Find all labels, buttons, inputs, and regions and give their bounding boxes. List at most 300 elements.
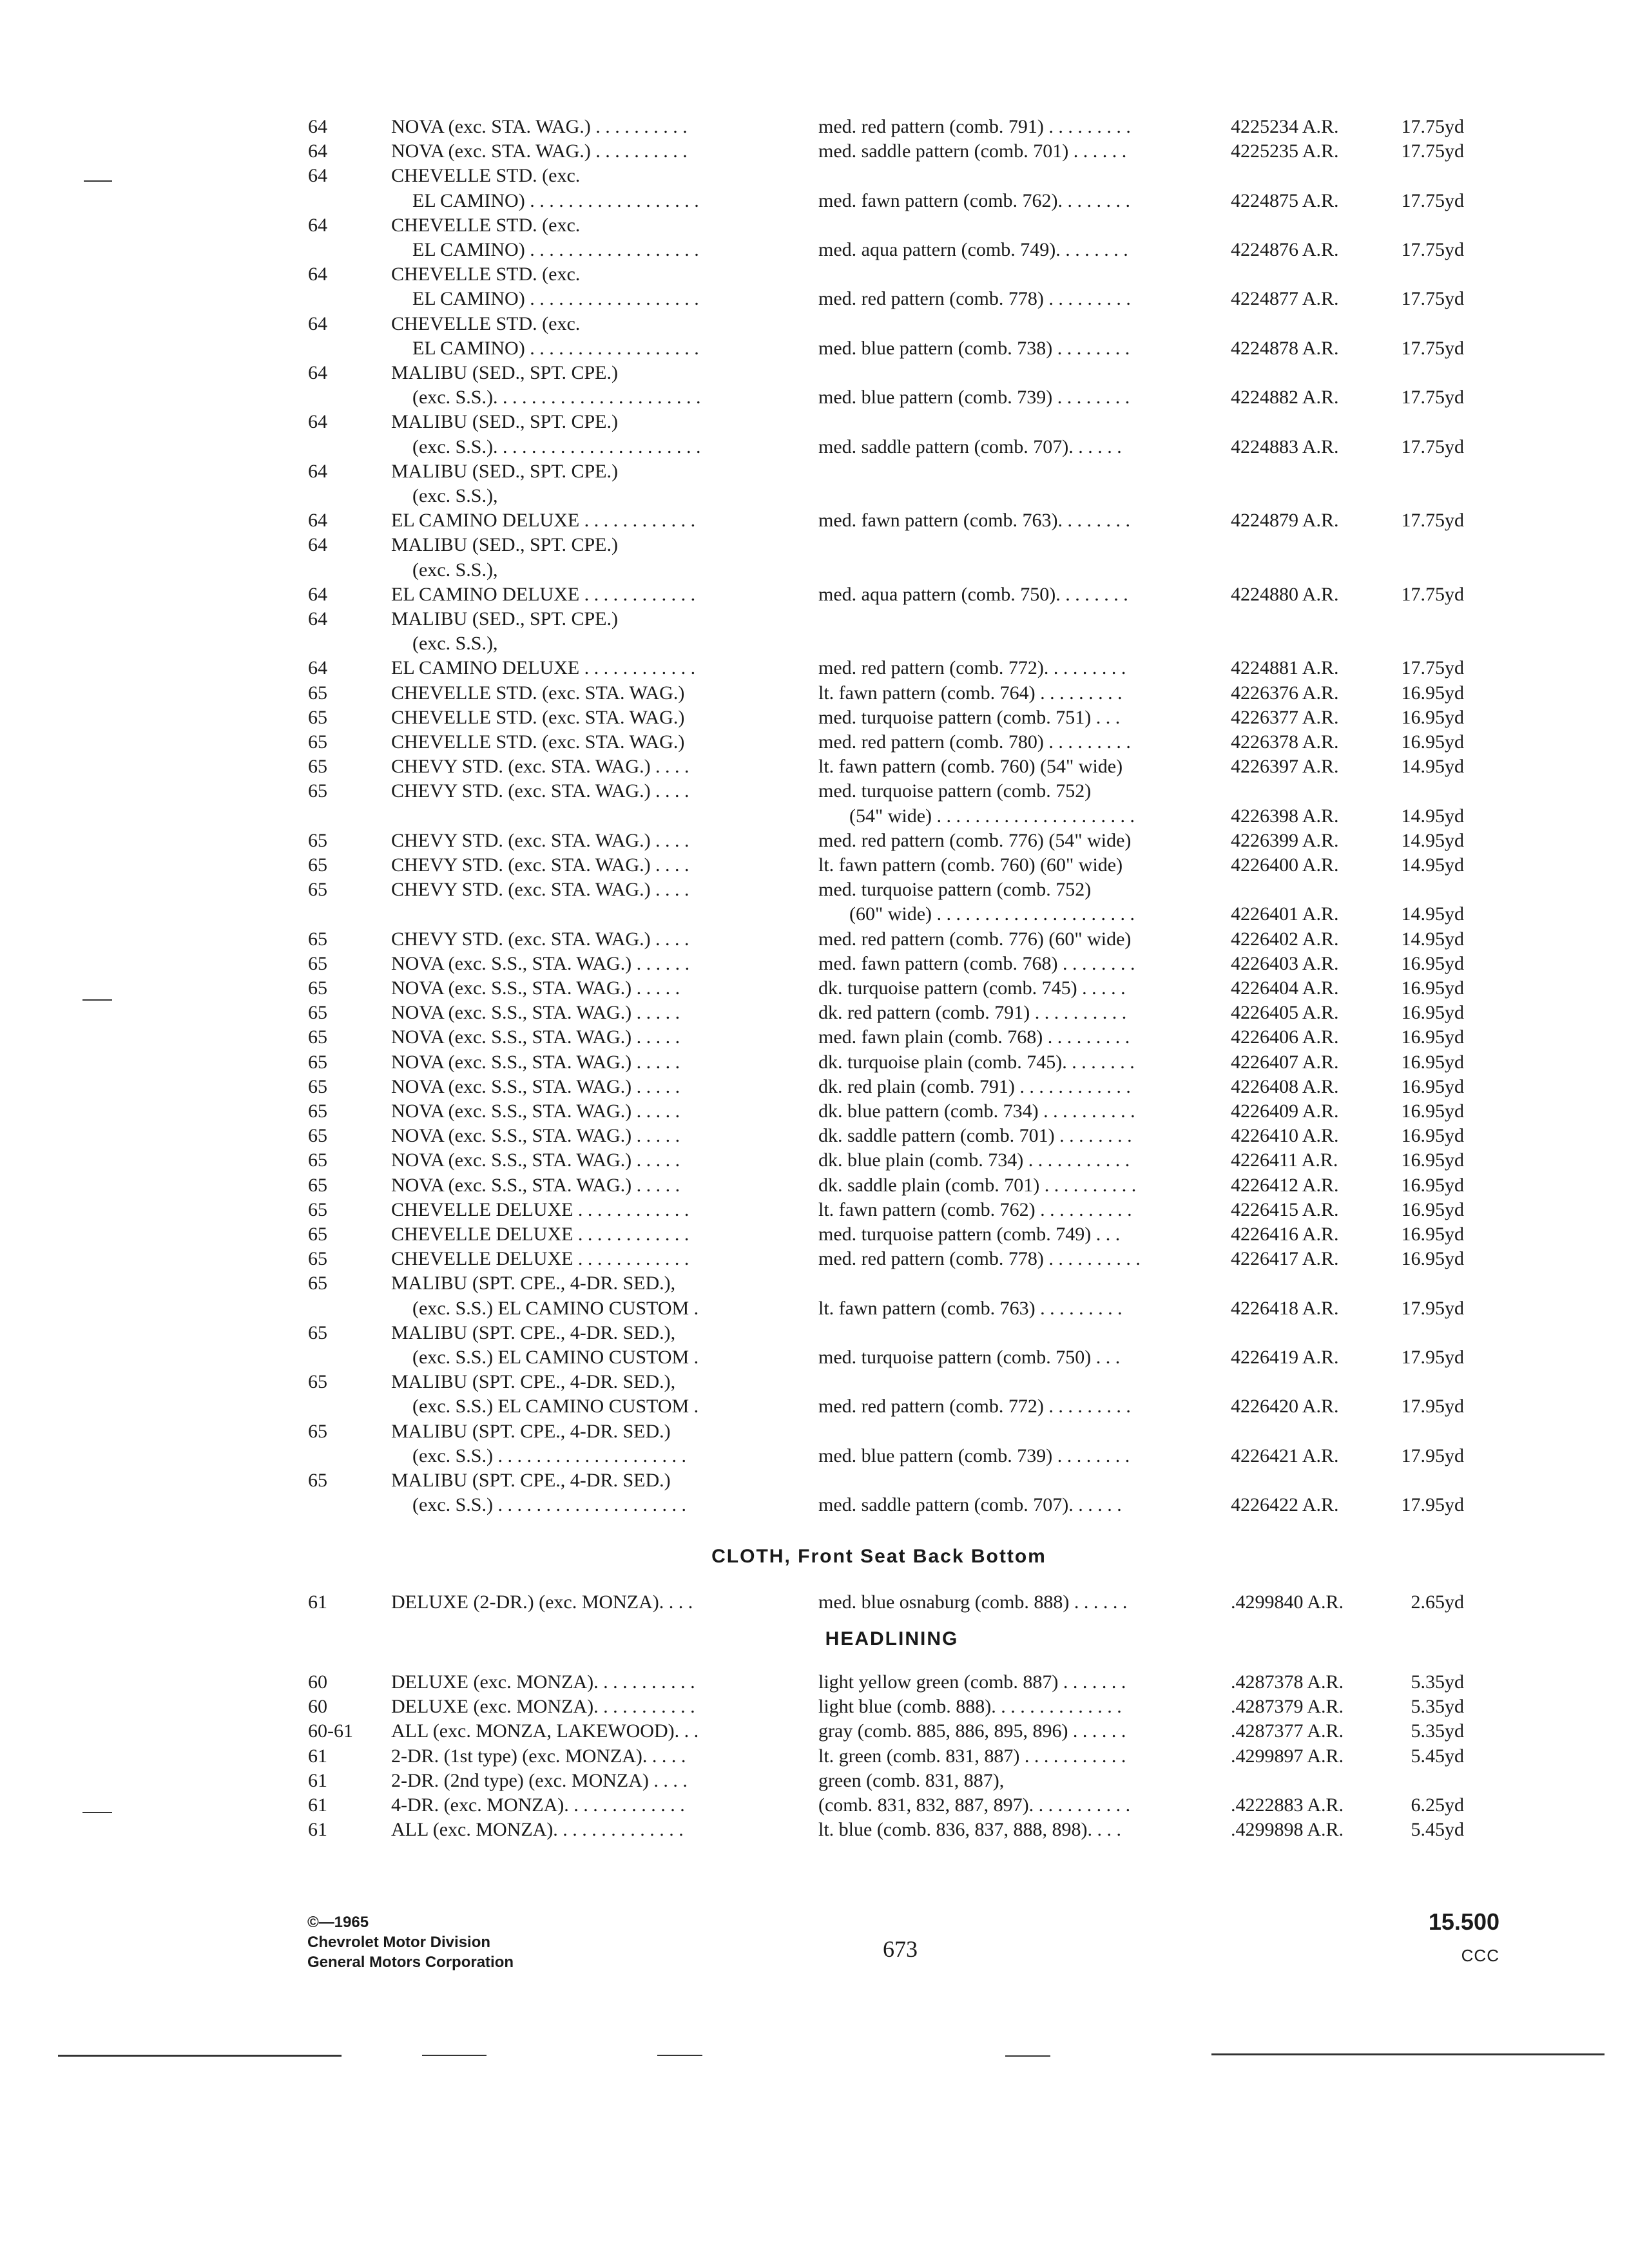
part-number-cell: 4226400 A.R. [1231,854,1339,876]
table-row [0,1695,1629,1719]
table-row [0,1050,1629,1075]
price-cell: 17.75yd [1401,583,1464,605]
model-cell: CHEVELLE STD. (exc. [391,214,581,236]
year-cell: 61 [308,1769,327,1791]
part-number-cell: 4226398 A.R. [1231,805,1339,827]
table-row [0,213,1629,238]
publisher-block [307,1912,514,1972]
table-row [0,508,1629,533]
price-cell: 16.95yd [1401,706,1464,728]
model-continuation-cell: EL CAMINO) . . . . . . . . . . . . . . . . . . [412,288,699,310]
year-cell: 64 [308,608,327,629]
table-row [0,385,1629,410]
part-number-cell: 4224882 A.R. [1231,387,1339,408]
description-cell: dk. blue pattern (comb. 734) . . . . . . . . . . [818,1100,1135,1122]
model-cell: NOVA (exc. S.S., STA. WAG.) . . . . . [391,1149,680,1171]
description-cell: med. red pattern (comb. 776) (54" wide) [818,829,1132,851]
description-cell: med. saddle pattern (comb. 707). . . . . . [818,436,1122,457]
year-cell: 65 [308,1051,327,1073]
year-cell: 65 [308,1470,327,1491]
year-cell: 61 [308,1819,327,1841]
description-cell: med. red pattern (comb. 780) . . . . . . . . . [818,731,1131,753]
margin-punch-mark [82,1812,112,1813]
table-row [0,607,1629,631]
part-number-cell: 4226399 A.R. [1231,829,1339,851]
table-row [0,1148,1629,1173]
table-row [0,336,1629,361]
description-cell: dk. saddle plain (comb. 701) . . . . . . . . . . [818,1174,1137,1196]
description-cell: med. fawn pattern (comb. 763). . . . . . . . [818,510,1131,532]
bottom-rule [1005,2055,1050,2057]
year-cell: 65 [308,977,327,999]
part-number-cell: 4224878 A.R. [1231,337,1339,359]
model-cell: DELUXE (exc. MONZA). . . . . . . . . . . [391,1671,695,1693]
year-cell: 64 [308,116,327,137]
margin-punch-mark [84,180,112,182]
model-continuation-cell: (exc. S.S.), [412,633,498,655]
part-number-cell: 4226410 A.R. [1231,1125,1339,1147]
price-cell: 16.95yd [1401,682,1464,704]
description-cell: med. blue pattern (comb. 738) . . . . . . . . [818,337,1130,359]
price-cell: 14.95yd [1401,928,1464,950]
price-cell: 5.35yd [1411,1720,1464,1742]
description-cell: lt. fawn pattern (comb. 760) (54" wide) [818,756,1123,778]
table-row [0,754,1629,779]
price-cell: 14.95yd [1401,854,1464,876]
table-row [0,1345,1629,1370]
year-cell: 64 [308,165,327,187]
model-cell: MALIBU (SPT. CPE., 4-DR. SED.) [391,1470,671,1491]
table-row [0,1222,1629,1247]
model-cell: NOVA (exc. S.S., STA. WAG.) . . . . . [391,1100,680,1122]
price-cell: 16.95yd [1401,1100,1464,1122]
price-cell: 17.75yd [1401,510,1464,532]
price-cell: 14.95yd [1401,756,1464,778]
model-cell: 2-DR. (1st type) (exc. MONZA). . . . . [391,1745,686,1767]
corporation-line: General Motors Corporation [307,1954,514,1971]
part-number-cell: .4299897 A.R. [1231,1745,1344,1767]
model-cell: 4-DR. (exc. MONZA). . . . . . . . . . . . . [391,1794,685,1816]
model-continuation-cell: EL CAMINO) . . . . . . . . . . . . . . . . . . [412,189,699,211]
year-cell: 60 [308,1671,327,1693]
price-cell: 17.75yd [1401,337,1464,359]
description-continuation-cell: (60" wide) . . . . . . . . . . . . . . . . . . . . . [849,903,1135,925]
year-cell: 60-61 [308,1720,353,1742]
description-cell: green (comb. 831, 887), [818,1769,1005,1791]
year-cell: 65 [308,756,327,778]
table-row [0,804,1629,829]
part-number-cell: 4226397 A.R. [1231,756,1339,778]
price-cell: 16.95yd [1401,952,1464,974]
year-cell: 64 [308,140,327,162]
table-row [0,533,1629,557]
description-cell: med. blue osnaburg (comb. 888) . . . . . . [818,1591,1128,1613]
model-cell: NOVA (exc. STA. WAG.) . . . . . . . . . . [391,140,688,162]
part-number-cell: 4226401 A.R. [1231,903,1339,925]
description-cell: dk. turquoise pattern (comb. 745) . . . . . [818,977,1126,999]
table-row [0,410,1629,434]
part-number-cell: 4225234 A.R. [1231,116,1339,137]
year-cell: 65 [308,1224,327,1245]
year-cell: 64 [308,362,327,383]
part-number-cell: 4226406 A.R. [1231,1026,1339,1048]
model-cell: DELUXE (exc. MONZA). . . . . . . . . . . [391,1696,695,1718]
part-number-cell: .4299898 A.R. [1231,1819,1344,1841]
model-cell: CHEVY STD. (exc. STA. WAG.) . . . . [391,928,689,950]
model-cell: MALIBU (SPT. CPE., 4-DR. SED.) [391,1420,671,1442]
description-cell: lt. fawn pattern (comb. 760) (60" wide) [818,854,1123,876]
table-row [0,730,1629,754]
model-continuation-cell: EL CAMINO) . . . . . . . . . . . . . . . . . . [412,239,699,260]
table-row [0,312,1629,336]
table-row [0,1271,1629,1296]
description-cell: light yellow green (comb. 887) . . . . . . . [818,1671,1126,1693]
model-cell: NOVA (exc. S.S., STA. WAG.) . . . . . [391,1075,680,1097]
table-row [0,582,1629,607]
model-cell: NOVA (exc. STA. WAG.) . . . . . . . . . . [391,116,688,137]
year-cell: 64 [308,460,327,482]
bottom-rule [58,2055,342,2057]
price-cell: 17.75yd [1401,116,1464,137]
table-row [0,1394,1629,1419]
table-row [0,459,1629,484]
year-cell: 64 [308,534,327,556]
year-cell: 65 [308,1198,327,1220]
year-cell: 65 [308,1174,327,1196]
year-cell: 65 [308,952,327,974]
year-cell: 65 [308,1321,327,1343]
part-number-cell: .4287377 A.R. [1231,1720,1344,1742]
description-cell: med. turquoise pattern (comb. 751) . . . [818,706,1121,728]
table-row [0,1444,1629,1468]
part-number-cell: 4226402 A.R. [1231,928,1339,950]
model-cell: ALL (exc. MONZA). . . . . . . . . . . . . . [391,1819,684,1841]
part-number-cell: 4226421 A.R. [1231,1445,1339,1466]
part-number-cell: 4226376 A.R. [1231,682,1339,704]
price-cell: 16.95yd [1401,731,1464,753]
model-continuation-cell: (exc. S.S.). . . . . . . . . . . . . . . . . . . . . . [412,436,701,457]
table-row [0,164,1629,188]
year-cell: 65 [308,682,327,704]
year-cell: 61 [308,1745,327,1767]
part-number-cell: 4226408 A.R. [1231,1075,1339,1097]
table-row [0,262,1629,287]
model-cell: MALIBU (SED., SPT. CPE.) [391,411,618,433]
model-continuation-cell: (exc. S.S.), [412,485,498,506]
model-cell: CHEVELLE STD. (exc. STA. WAG.) [391,682,685,704]
model-cell: DELUXE (2-DR.) (exc. MONZA). . . . [391,1591,693,1613]
table-row [0,361,1629,385]
part-number-cell: 4226415 A.R. [1231,1198,1339,1220]
table-row [0,189,1629,213]
part-number-cell: 4225235 A.R. [1231,140,1339,162]
table-row [0,1321,1629,1345]
table-row [0,779,1629,803]
part-number-cell: .4299840 A.R. [1231,1591,1344,1613]
year-cell: 65 [308,1273,327,1294]
description-cell: lt. fawn pattern (comb. 764) . . . . . . . . . [818,682,1123,704]
year-cell: 65 [308,780,327,802]
price-cell: 5.45yd [1411,1819,1464,1841]
table-row [0,1719,1629,1744]
price-cell: 17.75yd [1401,288,1464,310]
model-cell: MALIBU (SED., SPT. CPE.) [391,608,618,629]
part-number-cell: 4226378 A.R. [1231,731,1339,753]
table-row [0,1001,1629,1025]
part-number-cell: 4226407 A.R. [1231,1051,1339,1073]
part-number-cell: 4224879 A.R. [1231,510,1339,532]
part-number-cell: .4222883 A.R. [1231,1794,1344,1816]
table-row [0,631,1629,656]
table-row [0,927,1629,952]
price-cell: 16.95yd [1401,1248,1464,1270]
price-cell: 17.75yd [1401,239,1464,260]
model-cell: NOVA (exc. S.S., STA. WAG.) . . . . . . [391,952,690,974]
price-cell: 17.95yd [1401,1297,1464,1319]
description-cell: med. turquoise pattern (comb. 752) [818,879,1092,901]
model-cell: NOVA (exc. S.S., STA. WAG.) . . . . . [391,1026,680,1048]
part-number-cell: 4226418 A.R. [1231,1297,1339,1319]
price-cell: 5.35yd [1411,1671,1464,1693]
description-cell: dk. red pattern (comb. 791) . . . . . . . . . . [818,1002,1127,1024]
price-cell: 16.95yd [1401,1002,1464,1024]
price-cell: 16.95yd [1401,1051,1464,1073]
table-row [0,1818,1629,1842]
model-cell: NOVA (exc. S.S., STA. WAG.) . . . . . [391,1051,680,1073]
price-cell: 17.95yd [1401,1494,1464,1516]
table-row [0,706,1629,730]
part-number-cell: 4224876 A.R. [1231,239,1339,260]
section-title-headlining: HEADLINING [825,1628,959,1649]
table-row [0,902,1629,927]
year-cell: 64 [308,583,327,605]
description-cell: dk. red plain (comb. 791) . . . . . . . . . . . . [818,1075,1131,1097]
model-cell: MALIBU (SPT. CPE., 4-DR. SED.), [391,1321,676,1343]
part-number-cell: 4226412 A.R. [1231,1174,1339,1196]
description-cell: dk. saddle pattern (comb. 701) . . . . . . . . [818,1125,1132,1147]
price-cell: 16.95yd [1401,1075,1464,1097]
model-cell: CHEVELLE STD. (exc. STA. WAG.) [391,706,685,728]
part-number-cell: 4226377 A.R. [1231,706,1339,728]
model-cell: MALIBU (SED., SPT. CPE.) [391,460,618,482]
price-cell: 16.95yd [1401,1149,1464,1171]
price-cell: 5.35yd [1411,1696,1464,1718]
table-row [0,853,1629,878]
year-cell: 60 [308,1696,327,1718]
table-row [0,115,1629,139]
model-cell: MALIBU (SED., SPT. CPE.) [391,362,618,383]
description-cell: dk. turquoise plain (comb. 745). . . . . . . . [818,1051,1135,1073]
year-cell: 65 [308,1002,327,1024]
year-cell: 64 [308,510,327,532]
year-cell: 65 [308,1026,327,1048]
year-cell: 65 [308,1125,327,1147]
model-cell: EL CAMINO DELUXE . . . . . . . . . . . . [391,657,696,679]
model-cell: MALIBU (SPT. CPE., 4-DR. SED.), [391,1273,676,1294]
part-number-cell: 4226404 A.R. [1231,977,1339,999]
year-cell: 64 [308,657,327,679]
description-cell: (comb. 831, 832, 887, 897). . . . . . . . . . . [818,1794,1131,1816]
model-cell: CHEVELLE STD. (exc. STA. WAG.) [391,731,685,753]
year-cell: 61 [308,1794,327,1816]
year-cell: 64 [308,312,327,334]
table-row [0,139,1629,164]
description-cell: med. red pattern (comb. 778) . . . . . . . . . . [818,1248,1141,1270]
model-cell: 2-DR. (2nd type) (exc. MONZA) . . . . [391,1769,688,1791]
price-cell: 17.75yd [1401,387,1464,408]
price-cell: 17.95yd [1401,1445,1464,1466]
part-number-cell: 4224881 A.R. [1231,657,1339,679]
description-cell: gray (comb. 885, 886, 895, 896) . . . . . . [818,1720,1126,1742]
description-cell: lt. blue (comb. 836, 837, 888, 898). . . . [818,1819,1121,1841]
year-cell: 65 [308,731,327,753]
year-cell: 65 [308,928,327,950]
description-cell: lt. fawn pattern (comb. 762) . . . . . . . . . . [818,1198,1132,1220]
price-cell: 17.75yd [1401,436,1464,457]
price-cell: 6.25yd [1411,1794,1464,1816]
year-cell: 64 [308,411,327,433]
table-row [0,656,1629,680]
description-cell: med. turquoise pattern (comb. 749) . . . [818,1224,1121,1245]
price-cell: 2.65yd [1411,1591,1464,1613]
table-row [0,1370,1629,1394]
price-cell: 17.75yd [1401,140,1464,162]
table-row [0,1025,1629,1050]
model-cell: ALL (exc. MONZA, LAKEWOOD). . . [391,1720,699,1742]
page-number: 673 [883,1936,918,1962]
margin-punch-mark [82,999,112,1001]
model-cell: NOVA (exc. S.S., STA. WAG.) . . . . . [391,1125,680,1147]
year-cell: 65 [308,879,327,901]
model-cell: MALIBU (SPT. CPE., 4-DR. SED.), [391,1371,676,1393]
table-row [0,1075,1629,1099]
division-line: Chevrolet Motor Division [307,1934,491,1951]
table-row [0,484,1629,508]
year-cell: 65 [308,1420,327,1442]
model-cell: MALIBU (SED., SPT. CPE.) [391,534,618,556]
description-continuation-cell: (54" wide) . . . . . . . . . . . . . . . . . . . . . [849,805,1135,827]
description-cell: med. saddle pattern (comb. 701) . . . . . . [818,140,1127,162]
year-cell: 64 [308,214,327,236]
part-number-cell: .4287378 A.R. [1231,1671,1344,1693]
table-row [0,1769,1629,1793]
section-index: 15.500 [1428,1908,1499,1935]
model-continuation-cell: (exc. S.S.) EL CAMINO CUSTOM . [412,1396,699,1418]
table-row [0,1670,1629,1695]
table-row [0,952,1629,976]
price-cell: 17.95yd [1401,1396,1464,1418]
table-row [0,558,1629,582]
table-row [0,435,1629,459]
table-row [0,829,1629,853]
model-continuation-cell: EL CAMINO) . . . . . . . . . . . . . . . . . . [412,337,699,359]
description-cell: lt. fawn pattern (comb. 763) . . . . . . . . . [818,1297,1123,1319]
table-row [0,287,1629,311]
price-cell: 14.95yd [1401,805,1464,827]
table-row [0,1296,1629,1321]
price-cell: 17.75yd [1401,189,1464,211]
description-cell: med. aqua pattern (comb. 749). . . . . . . . [818,239,1128,260]
description-cell: med. fawn plain (comb. 768) . . . . . . . . . [818,1026,1130,1048]
description-cell: med. turquoise pattern (comb. 750) . . . [818,1347,1121,1368]
description-cell: med. red pattern (comb. 776) (60" wide) [818,928,1132,950]
model-cell: CHEVY STD. (exc. STA. WAG.) . . . . [391,780,689,802]
table-row [0,1198,1629,1222]
table-row [0,878,1629,902]
part-number-cell: 4224877 A.R. [1231,288,1339,310]
description-cell: lt. green (comb. 831, 887) . . . . . . . . . . . [818,1745,1126,1767]
price-cell: 14.95yd [1401,903,1464,925]
year-cell: 65 [308,854,327,876]
description-cell: med. red pattern (comb. 778) . . . . . . . . . [818,288,1131,310]
price-cell: 16.95yd [1401,977,1464,999]
model-cell: CHEVY STD. (exc. STA. WAG.) . . . . [391,829,689,851]
part-number-cell: 4226409 A.R. [1231,1100,1339,1122]
year-cell: 65 [308,1371,327,1393]
part-number-cell: 4224880 A.R. [1231,583,1339,605]
model-cell: CHEVELLE STD. (exc. [391,312,581,334]
table-row [0,238,1629,262]
model-cell: NOVA (exc. S.S., STA. WAG.) . . . . . [391,1174,680,1196]
part-number-cell: 4226417 A.R. [1231,1248,1339,1270]
part-number-cell: 4224875 A.R. [1231,189,1339,211]
catalog-code: CCC [1461,1946,1499,1965]
table-row [0,1099,1629,1124]
price-cell: 5.45yd [1411,1745,1464,1767]
table-row [0,1468,1629,1493]
price-cell: 17.75yd [1401,657,1464,679]
description-cell: med. fawn pattern (comb. 762). . . . . . . . [818,189,1131,211]
price-cell: 16.95yd [1401,1026,1464,1048]
description-cell: med. saddle pattern (comb. 707). . . . . . [818,1494,1122,1516]
year-cell: 64 [308,264,327,285]
model-cell: CHEVELLE STD. (exc. [391,165,581,187]
description-cell: med. red pattern (comb. 772) . . . . . . . . . [818,1396,1131,1418]
table-row [0,1124,1629,1148]
price-cell: 14.95yd [1401,829,1464,851]
description-cell: med. blue pattern (comb. 739) . . . . . . . . [818,387,1130,408]
model-continuation-cell: (exc. S.S.) EL CAMINO CUSTOM . [412,1347,699,1368]
part-number-cell: 4226416 A.R. [1231,1224,1339,1245]
price-cell: 16.95yd [1401,1224,1464,1245]
model-cell: CHEVELLE DELUXE . . . . . . . . . . . . [391,1248,689,1270]
description-cell: dk. blue plain (comb. 734) . . . . . . . . . . . [818,1149,1130,1171]
description-cell: med. blue pattern (comb. 739) . . . . . . . . [818,1445,1130,1466]
table-row [0,1590,1629,1615]
description-cell: light blue (comb. 888). . . . . . . . . . . . . . [818,1696,1122,1718]
table-row [0,1744,1629,1769]
description-cell: med. fawn pattern (comb. 768) . . . . . . . . [818,952,1135,974]
part-number-cell: 4226403 A.R. [1231,952,1339,974]
table-row [0,1793,1629,1818]
copyright-line: ©—1965 [307,1914,369,1931]
model-cell: CHEVELLE DELUXE . . . . . . . . . . . . [391,1224,689,1245]
table-row [0,976,1629,1001]
model-continuation-cell: (exc. S.S.) EL CAMINO CUSTOM . [412,1297,699,1319]
model-continuation-cell: (exc. S.S.). . . . . . . . . . . . . . . . . . . . . . [412,387,701,408]
description-cell: med. aqua pattern (comb. 750). . . . . . . . [818,583,1128,605]
year-cell: 65 [308,706,327,728]
part-number-cell: 4224883 A.R. [1231,436,1339,457]
price-cell: 16.95yd [1401,1174,1464,1196]
year-cell: 65 [308,1149,327,1171]
part-number-cell: 4226411 A.R. [1231,1149,1338,1171]
model-cell: EL CAMINO DELUXE . . . . . . . . . . . . [391,510,696,532]
model-cell: CHEVELLE DELUXE . . . . . . . . . . . . [391,1198,689,1220]
table-row [0,1247,1629,1271]
table-row [0,1173,1629,1198]
model-continuation-cell: (exc. S.S.) . . . . . . . . . . . . . . . . . . . . [412,1494,686,1516]
